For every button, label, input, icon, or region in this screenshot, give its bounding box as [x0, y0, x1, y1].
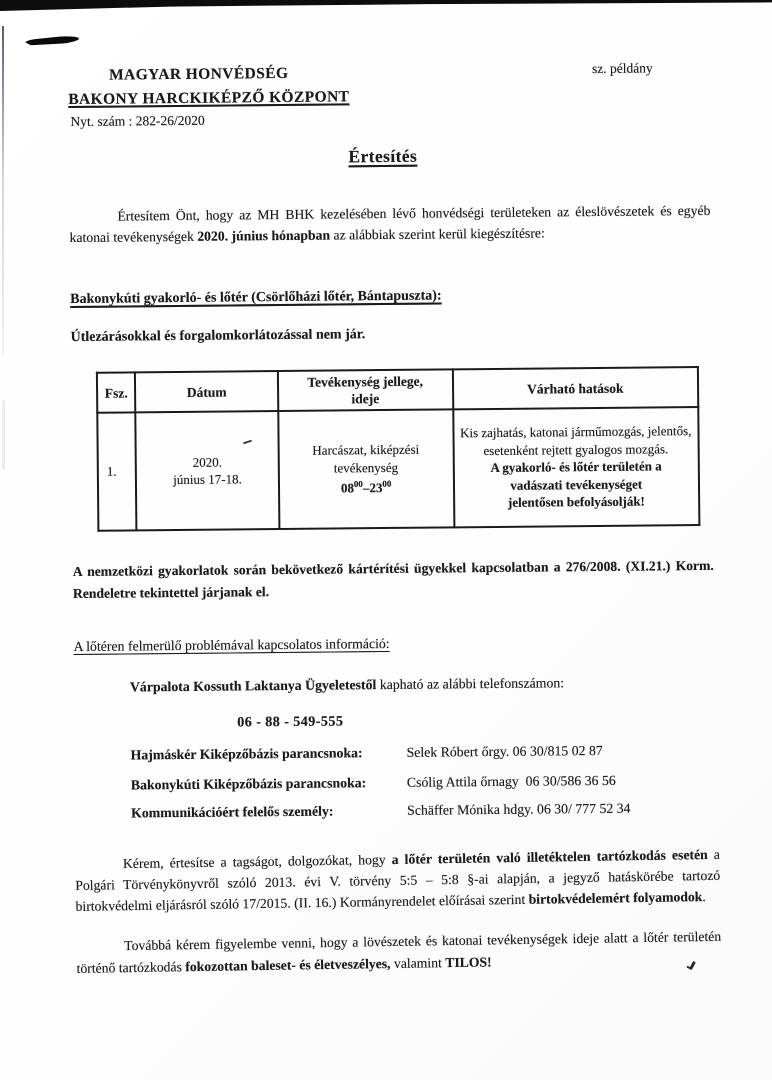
- contact-label: Bakonykúti Kiképzőbázis parancsnoka:: [130, 775, 367, 793]
- contact-value: Schäffer Mónika hdgy. 06 30/ 777 52 34: [407, 800, 631, 818]
- org-name-line1: MAGYAR HONVÉDSÉG: [108, 64, 289, 84]
- activity-time: $08^{00}-23^{00}$: [340, 479, 392, 496]
- registry-number: Nyt. szám : 282-26/2020: [70, 112, 205, 130]
- intro-month-bold: 2020. június hónapban: [197, 227, 331, 244]
- legal-paragraph-2: Továbbá kérem figyelembe venni, hogy a lövészetek és katonai tevékenységek ideje alatt a lőtér területén történő tartózkodás fokozottan baleset- és életveszélyes, valamint TILOS!: [76, 928, 722, 976]
- document-title: Értesítés: [348, 145, 418, 167]
- org-name-line2: BAKONY HARCKIKÉPZŐ KÖZPONT: [68, 88, 350, 109]
- compensation-note: A nemzetközi gyakorlatok során bekövetkező kártérítési ügyekkel kapcsolatban a 276/2008. (XI.21.) Korm. Rendeletre tekintettel járjanak el.: [72, 557, 714, 602]
- contact-intro-rest: kapható az alábbi telefonszámon:: [376, 675, 565, 693]
- col-header-activity: Tevékenység jellege, ideje: [278, 369, 453, 411]
- cell-fsz: 1.: [97, 412, 137, 530]
- intro-text: Értesítem Önt, hogy az MH BHK kezelésében lévő honvédségi területeken az éleslövészetek és egyéb katonai tevékenységek: [69, 202, 711, 246]
- contact-value: Csólig Attila őrnagy 06 30/586 36 56: [406, 772, 616, 790]
- contact-value: Selek Róbert őrgy. 06 30/815 02 87: [406, 742, 603, 760]
- contact-label: Kommunikációért felelős személy:: [131, 803, 334, 821]
- col-header-effects: Várható hatások: [452, 367, 698, 409]
- traffic-note: Útlezárásokkal és forgalomkorlátozással nem jár.: [70, 327, 366, 346]
- intro-text-end: az alábbiak szerint kerül kiegészítésre:: [329, 225, 545, 243]
- cell-date: 2020. június 17-18.: [136, 411, 280, 530]
- copy-number-label: sz. példány: [591, 60, 653, 77]
- cell-activity: Harcászat, kiképzési tevékenység $08^{00}-23^{00}$: [278, 409, 454, 529]
- effects-text: Kis zajhatás, katonai járműmozgás, jelentős, esetenként rejtett gyalogos mozgás.: [459, 423, 692, 458]
- info-heading: A lőtéren felmerülő problémával kapcsolatos információ:: [73, 635, 390, 655]
- duty-phone-number: 06 - 88 - 549-555: [237, 713, 344, 731]
- col-header-date: Dátum: [135, 371, 278, 412]
- duty-office-name: Várpalota Kossuth Laktanya Ügyeletestől: [129, 677, 377, 695]
- legal-paragraph-1: Kérem, értesítse a tagságot, dolgozókat, hogy a lőtér területén való illetéktelen tartózkodás esetén a Polgári Törvénykönyvről szóló 2013. évi V. törvény 5:5 – 5:8 §-ai alapján, a jegyző hatáskörébe tartozó birtokvédelmi eljárásról szóló 17/2015. (II. 16.) Kormányrendelet előírásai szerint birtokvédelemért folyamodok.: [75, 846, 721, 914]
- effects-warning: A gyakorló- és lőtér területén a vadászati tevékenységet jelentősen befolyásolják!: [490, 458, 662, 511]
- col-header-fsz: Fsz.: [97, 372, 136, 412]
- range-section-heading: Bakonykúti gyakorló- és lőtér (Csörlőházi lőtér, Bántapuszta):: [70, 288, 442, 308]
- contact-label: Hajmáskér Kiképzőbázis parancsnoka:: [130, 745, 363, 763]
